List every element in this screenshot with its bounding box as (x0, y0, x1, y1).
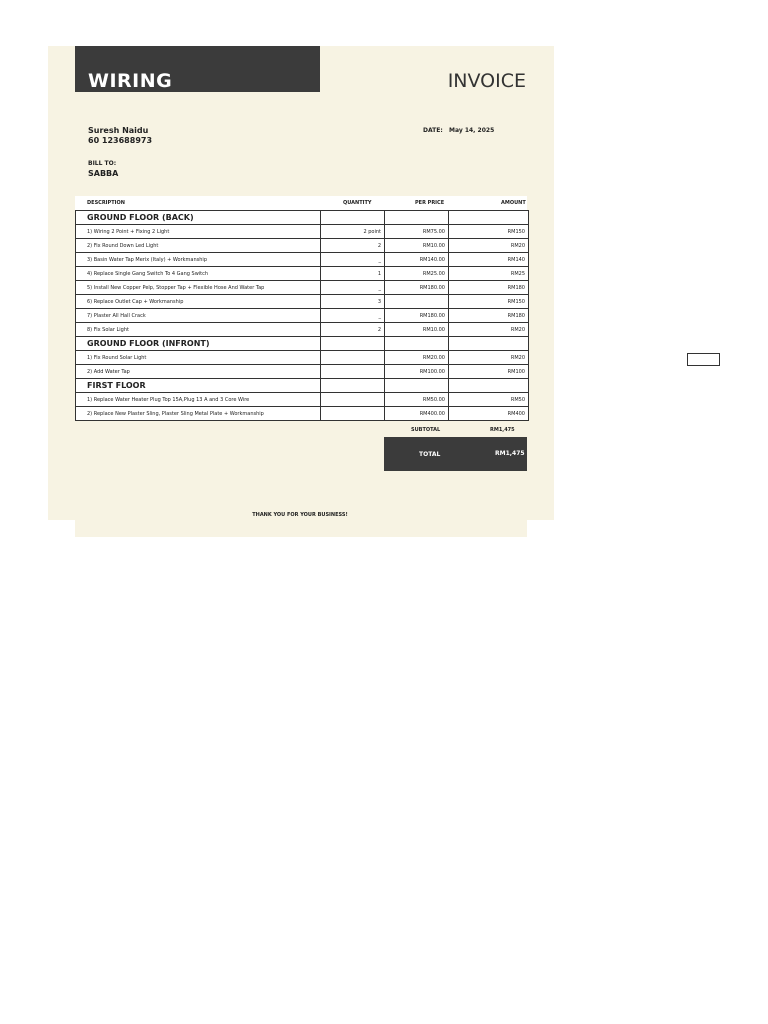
section-row (76, 379, 529, 393)
item-price (385, 295, 449, 309)
item-description: 1) Replace Water Heater Plug Top 15A,Plug 13 A and 3 Core Wire (76, 393, 321, 407)
item-amount: RM180 (449, 309, 529, 323)
invoice-date: May 14, 2025 (449, 127, 495, 134)
table-row (76, 407, 529, 421)
item-amount: RM180 (449, 281, 529, 295)
table-row (76, 309, 529, 323)
item-description: 2) Fix Round Down Led Light (76, 239, 321, 253)
item-price: RM25.00 (385, 267, 449, 281)
item-price: RM75.00 (385, 225, 449, 239)
section-title: FIRST FLOOR (76, 379, 321, 393)
item-price: RM180.00 (385, 281, 449, 295)
table-row (76, 225, 529, 239)
item-description: 7) Plaster All Hall Crack (76, 309, 321, 323)
section-title: GROUND FLOOR (INFRONT) (76, 337, 321, 351)
table-row (76, 281, 529, 295)
item-description: 6) Replace Outlet Cap + Workmanship (76, 295, 321, 309)
item-description: 1) Wiring 2 Point + Fixing 2 Light (76, 225, 321, 239)
item-description: 2) Add Water Tap (76, 365, 321, 379)
table-row (76, 253, 529, 267)
item-price: RM100.00 (385, 365, 449, 379)
item-description: 1) Fix Round Solar Light (76, 351, 321, 365)
date-label: DATE: (423, 127, 443, 134)
column-header-description: DESCRIPTION (87, 200, 125, 206)
item-amount: RM100 (449, 365, 529, 379)
item-price: RM180.00 (385, 309, 449, 323)
sender-name: Suresh Naidu (88, 126, 149, 135)
item-quantity: 1 (321, 267, 385, 281)
subtotal-value: RM1,475 (490, 427, 515, 433)
item-quantity: 2 point (321, 225, 385, 239)
item-description: 2) Replace New Plaster Sling, Plaster Sling Metal Plate + Workmanship (76, 407, 321, 421)
section-title: GROUND FLOOR (BACK) (76, 211, 321, 225)
item-price: RM140.00 (385, 253, 449, 267)
item-amount: RM20 (449, 323, 529, 337)
item-quantity: _ (321, 309, 385, 323)
item-price: RM50.00 (385, 393, 449, 407)
item-amount: RM20 (449, 351, 529, 365)
column-header-quantity: QUANTITY (343, 200, 372, 206)
item-price: RM400.00 (385, 407, 449, 421)
document-title: INVOICE (447, 70, 526, 92)
company-name: WIRING (88, 70, 173, 92)
item-amount: RM50 (449, 393, 529, 407)
column-header-band (75, 196, 527, 210)
empty-cell-border (687, 353, 720, 366)
table-row (76, 295, 529, 309)
item-quantity (321, 351, 385, 365)
bill-to-name: SABBA (88, 169, 119, 178)
section-row (76, 211, 529, 225)
total-label: TOTAL (419, 451, 441, 458)
table-row (76, 365, 529, 379)
section-row (76, 337, 529, 351)
invoice-sheet-footer-band (75, 520, 527, 537)
item-quantity (321, 407, 385, 421)
item-price: RM20.00 (385, 351, 449, 365)
item-quantity: 2 (321, 239, 385, 253)
table-row (76, 323, 529, 337)
item-quantity: 3 (321, 295, 385, 309)
item-amount: RM140 (449, 253, 529, 267)
subtotal-label: SUBTOTAL (411, 427, 441, 433)
table-row (76, 351, 529, 365)
item-amount: RM400 (449, 407, 529, 421)
table-row (76, 239, 529, 253)
item-amount: RM150 (449, 225, 529, 239)
item-price: RM10.00 (385, 239, 449, 253)
table-row (76, 267, 529, 281)
item-quantity: _ (321, 281, 385, 295)
line-items-table (75, 210, 529, 421)
sender-phone: 60 123688973 (88, 136, 153, 145)
item-description: 4) Replace Single Gang Switch To 4 Gang Switch (76, 267, 321, 281)
item-quantity: 2 (321, 323, 385, 337)
item-description: 5) Install New Copper Pelp, Stopper Tap + Flexible Hose And Water Tap (76, 281, 321, 295)
item-quantity: _ (321, 253, 385, 267)
item-quantity (321, 365, 385, 379)
item-description: 8) Fix Solar Light (76, 323, 321, 337)
item-amount: RM20 (449, 239, 529, 253)
bill-to-label: BILL TO: (88, 160, 117, 167)
item-price: RM10.00 (385, 323, 449, 337)
total-value: RM1,475 (495, 450, 525, 457)
item-amount: RM150 (449, 295, 529, 309)
item-description: 3) Basin Water Tap Merix (Italy) + Workmanship (76, 253, 321, 267)
item-amount: RM25 (449, 267, 529, 281)
column-header-per-price: PER PRICE (415, 200, 445, 206)
item-quantity (321, 393, 385, 407)
thank-you-message: THANK YOU FOR YOUR BUSINESS! (252, 512, 348, 518)
column-header-amount: AMOUNT (501, 200, 526, 206)
table-row (76, 393, 529, 407)
